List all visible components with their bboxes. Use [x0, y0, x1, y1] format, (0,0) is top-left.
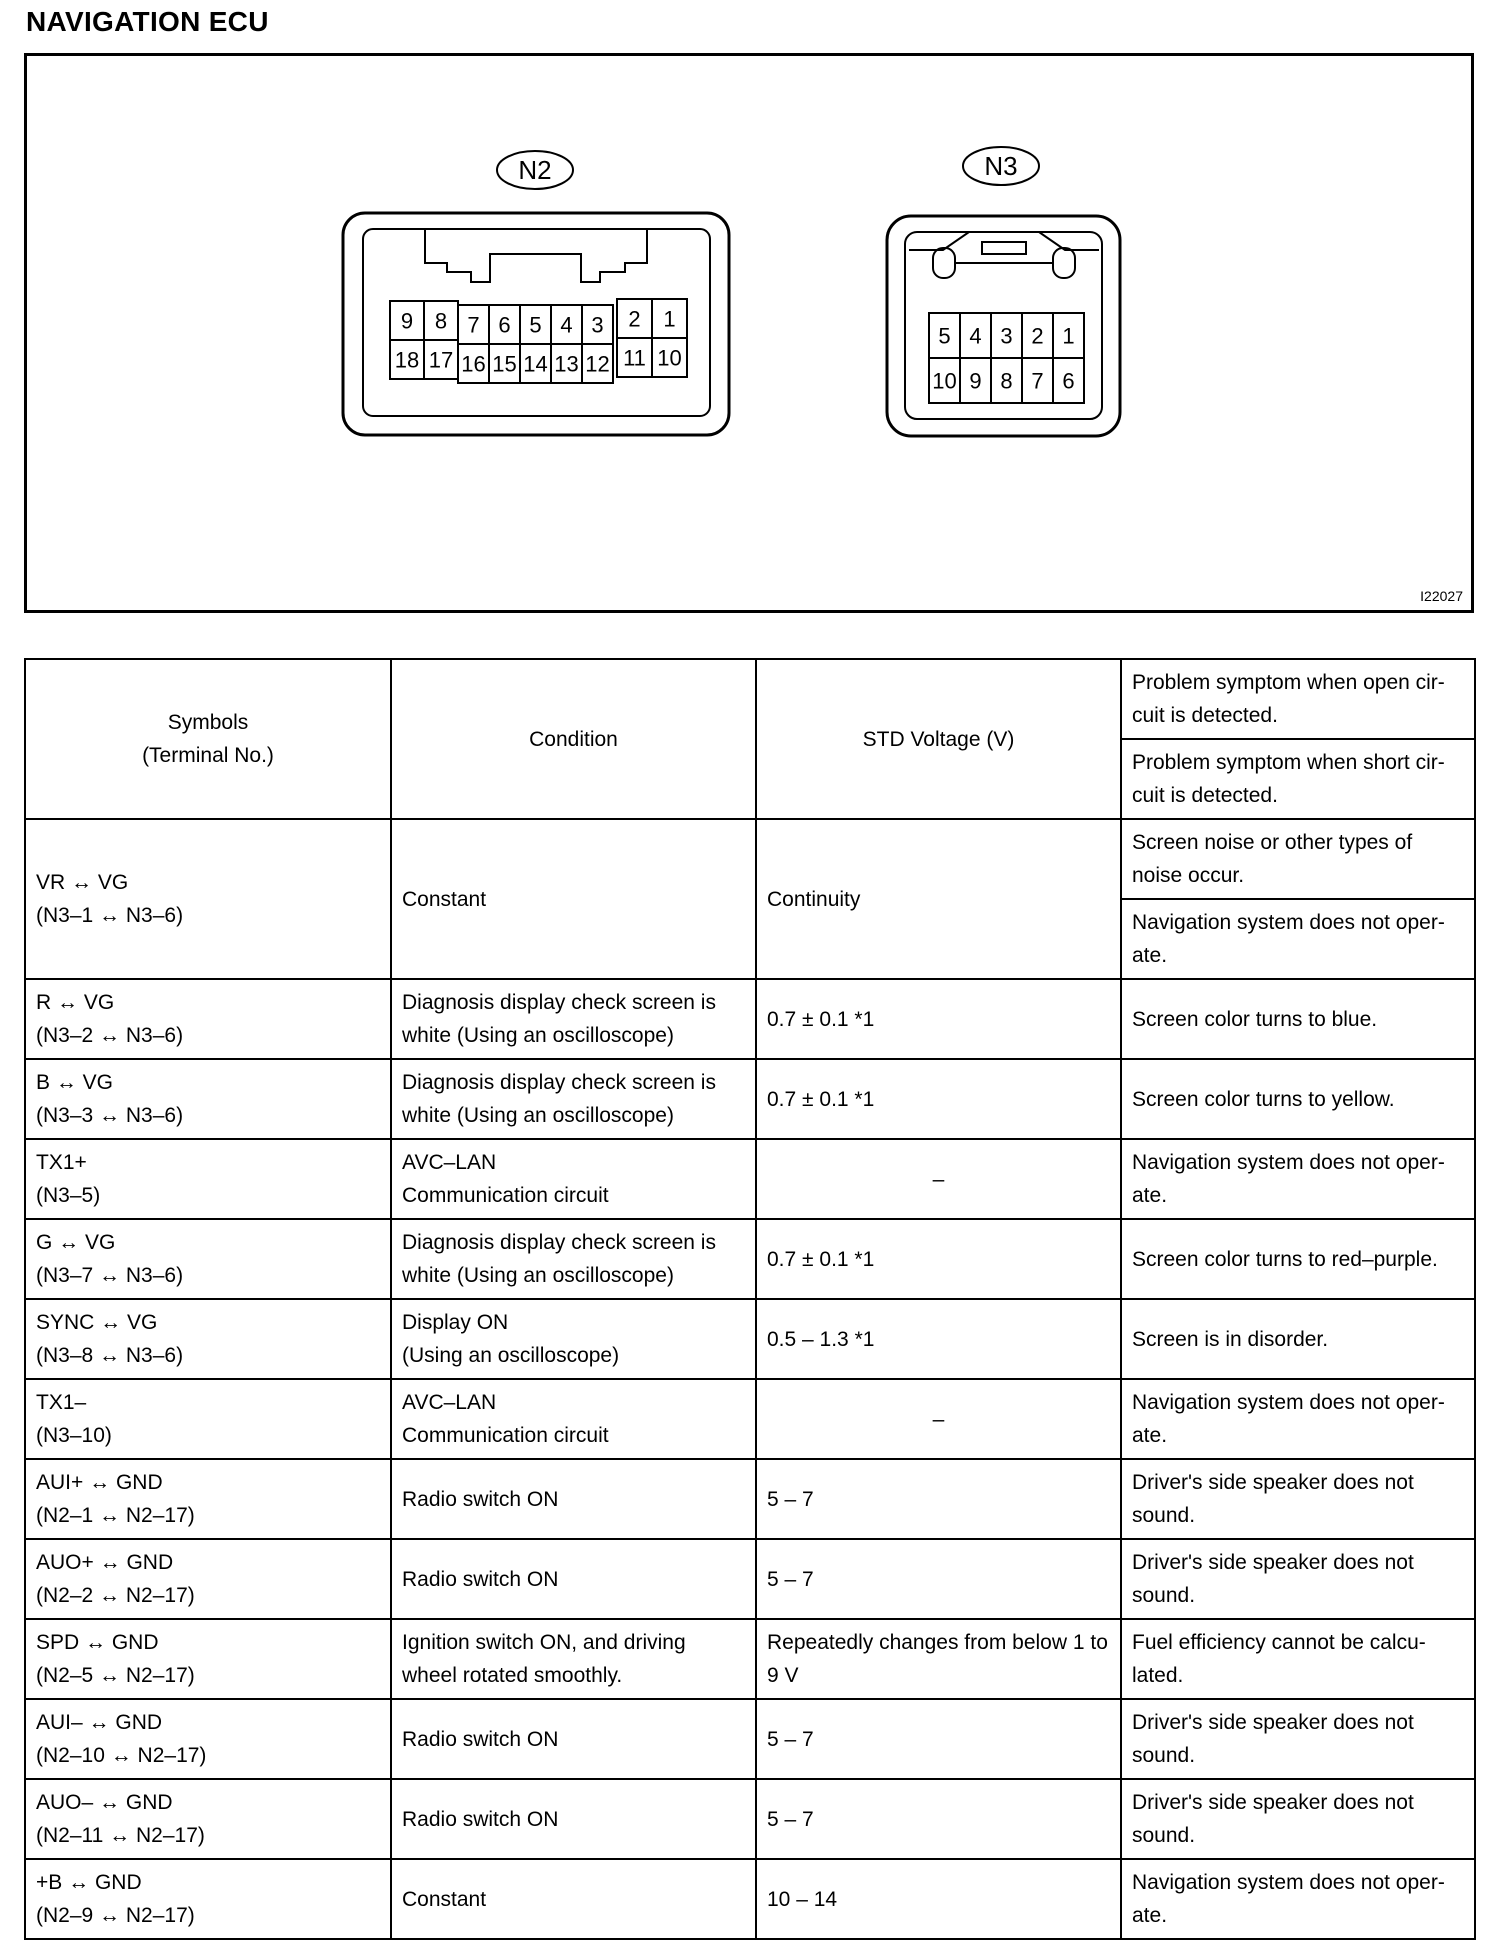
pin-number: 10 [932, 368, 957, 394]
condition-cell: Diagnosis display check screen is white (Using an oscilloscope) [391, 1059, 756, 1139]
table-row-vr-vg [25, 819, 1475, 899]
problem-cell: Fuel efficiency cannot be calcu-lated. [1121, 1619, 1475, 1699]
pin-number: 9 [969, 368, 982, 394]
table-row [25, 1619, 1475, 1699]
pin-number: 13 [554, 351, 579, 377]
header-problem-short: Problem symptom when short cir-cuit is detected. [1121, 739, 1475, 819]
pin-number: 5 [529, 312, 542, 338]
condition-cell: AVC–LAN Communication circuit [391, 1139, 756, 1219]
n3-pin-grid [929, 313, 1084, 403]
symbol-cell: AUI+ ↔ GND (N2–1 ↔ N2–17) [25, 1459, 391, 1539]
pin-number: 7 [467, 312, 480, 338]
voltage-cell: 5 – 7 [756, 1539, 1121, 1619]
table-row [25, 1139, 1475, 1219]
problem-cell: Screen color turns to yellow. [1121, 1059, 1475, 1139]
pin-number: 11 [623, 345, 646, 371]
connector-n2 [343, 151, 729, 435]
pin-number: 17 [428, 347, 454, 373]
condition-cell: Radio switch ON [391, 1779, 756, 1859]
condition-cell: Diagnosis display check screen is white (Using an oscilloscope) [391, 979, 756, 1059]
pin-number: 9 [400, 308, 414, 334]
voltage-cell: 0.5 – 1.3 *1 [756, 1299, 1121, 1379]
symbol-cell: +B ↔ GND (N2–9 ↔ N2–17) [25, 1859, 391, 1939]
n3-latch-tab [982, 242, 1026, 254]
table-row [25, 1539, 1475, 1619]
condition-cell: Radio switch ON [391, 1539, 756, 1619]
voltage-cell: Continuity [756, 819, 1121, 979]
pin-number: 1 [1062, 323, 1075, 349]
problem-cell: Navigation system does not oper-ate. [1121, 1379, 1475, 1459]
table-row [25, 1219, 1475, 1299]
table-row [25, 1779, 1475, 1859]
pin-number: 5 [938, 323, 951, 349]
table-row [25, 1299, 1475, 1379]
symbol-cell: SYNC ↔ VG (N3–8 ↔ N3–6) [25, 1299, 391, 1379]
connector-n3 [887, 147, 1120, 436]
n2-key-profile [425, 229, 647, 282]
voltage-cell: 0.7 ± 0.1 *1 [756, 1059, 1121, 1139]
problem-cell: Driver's side speaker does not sound. [1121, 1779, 1475, 1859]
voltage-cell: 0.7 ± 0.1 *1 [756, 1219, 1121, 1299]
n3-latch-left-hole [933, 248, 955, 278]
symbol-cell: TX1– (N3–10) [25, 1379, 391, 1459]
voltage-cell: 5 – 7 [756, 1699, 1121, 1779]
voltage-cell: – [756, 1379, 1121, 1459]
symbol-cell: SPD ↔ GND (N2–5 ↔ N2–17) [25, 1619, 391, 1699]
problem-cell: Navigation system does not oper-ate. [1121, 1139, 1475, 1219]
condition-cell: Ignition switch ON, and driving wheel rotated smoothly. [391, 1619, 756, 1699]
n2-pin-grid [390, 299, 687, 383]
n2-label: N2 [518, 155, 552, 185]
condition-cell: Constant [391, 1859, 756, 1939]
condition-cell: Constant [391, 819, 756, 979]
pin-number: 3 [1000, 323, 1013, 349]
voltage-cell: 0.7 ± 0.1 *1 [756, 979, 1121, 1059]
pin-number: 1 [663, 306, 676, 332]
problem-cell: Screen color turns to blue. [1121, 979, 1475, 1059]
symbol-cell: TX1+ (N3–5) [25, 1139, 391, 1219]
problem-cell: Screen color turns to red–purple. [1121, 1219, 1475, 1299]
voltage-cell: 5 – 7 [756, 1459, 1121, 1539]
header-problem-open: Problem symptom when open cir-cuit is detected. [1121, 659, 1475, 739]
condition-cell: Radio switch ON [391, 1699, 756, 1779]
figure-id: I22027 [1420, 588, 1463, 604]
header-symbols: Symbols (Terminal No.) [25, 659, 391, 819]
pin-number: 14 [523, 351, 548, 377]
n3-latch-right-hole [1053, 248, 1075, 278]
problem-short-cell: Navigation system does not oper-ate. [1121, 899, 1475, 979]
pin-number: 4 [969, 323, 982, 349]
pin-number: 7 [1031, 368, 1044, 394]
voltage-cell: Repeatedly changes from below 1 to 9 V [756, 1619, 1121, 1699]
condition-cell: Display ON (Using an oscilloscope) [391, 1299, 756, 1379]
pin-number: 15 [492, 351, 517, 377]
table-row [25, 1459, 1475, 1539]
condition-cell: Radio switch ON [391, 1459, 756, 1539]
problem-cell: Driver's side speaker does not sound. [1121, 1539, 1475, 1619]
voltage-cell: 10 – 14 [756, 1859, 1121, 1939]
table-row [25, 1059, 1475, 1139]
condition-cell: AVC–LAN Communication circuit [391, 1379, 756, 1459]
header-condition: Condition [391, 659, 756, 819]
table-row [25, 979, 1475, 1059]
pin-number: 4 [560, 312, 573, 338]
pin-number: 6 [498, 312, 511, 338]
pin-number: 8 [434, 308, 448, 334]
pin-number: 8 [1000, 368, 1013, 394]
table-row [25, 1699, 1475, 1779]
problem-open-cell: Screen noise or other types of noise occur. [1121, 819, 1475, 899]
table-row [25, 1379, 1475, 1459]
pin-number: 18 [394, 347, 420, 373]
problem-cell: Driver's side speaker does not sound. [1121, 1699, 1475, 1779]
pin-number: 10 [657, 345, 682, 371]
pin-number: 2 [628, 306, 641, 332]
symbol-cell: B ↔ VG (N3–3 ↔ N3–6) [25, 1059, 391, 1139]
page-title: NAVIGATION ECU [26, 6, 269, 37]
header-row [25, 659, 1475, 739]
problem-cell: Driver's side speaker does not sound. [1121, 1459, 1475, 1539]
symbol-cell: VR ↔ VG (N3–1 ↔ N3–6) [25, 819, 391, 979]
symbol-cell: R ↔ VG (N3–2 ↔ N3–6) [25, 979, 391, 1059]
pin-number: 3 [591, 312, 604, 338]
symbol-cell: G ↔ VG (N3–7 ↔ N3–6) [25, 1219, 391, 1299]
pin-number: 12 [585, 351, 610, 377]
voltage-cell: 5 – 7 [756, 1779, 1121, 1859]
n3-label: N3 [984, 151, 1018, 181]
pin-number: 16 [461, 351, 486, 377]
terminal-spec-table [24, 658, 1476, 1940]
problem-cell: Navigation system does not oper-ate. [1121, 1859, 1475, 1939]
connector-diagram [27, 56, 1471, 610]
table-row [25, 1859, 1475, 1939]
header-std-voltage: STD Voltage (V) [756, 659, 1121, 819]
pin-number: 2 [1031, 323, 1044, 349]
symbol-cell: AUO+ ↔ GND (N2–2 ↔ N2–17) [25, 1539, 391, 1619]
condition-cell: Diagnosis display check screen is white (Using an oscilloscope) [391, 1219, 756, 1299]
problem-cell: Screen is in disorder. [1121, 1299, 1475, 1379]
symbol-cell: AUO– ↔ GND (N2–11 ↔ N2–17) [25, 1779, 391, 1859]
pin-number: 6 [1062, 368, 1075, 394]
voltage-cell: – [756, 1139, 1121, 1219]
connector-figure [24, 53, 1474, 613]
symbol-cell: AUI– ↔ GND (N2–10 ↔ N2–17) [25, 1699, 391, 1779]
